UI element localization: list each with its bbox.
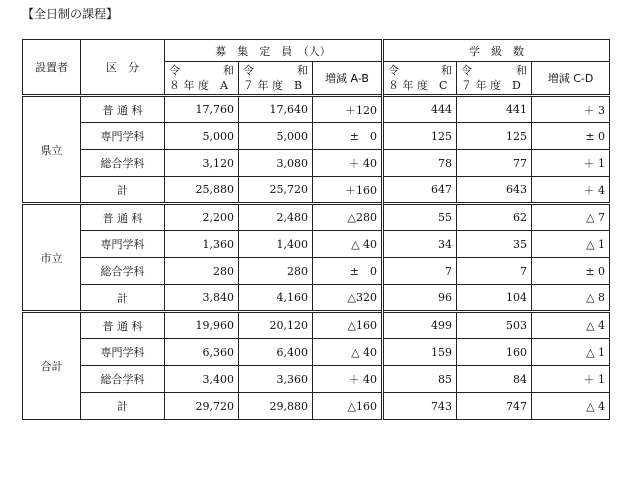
cell-c: 125 [383, 123, 457, 150]
cell-d: 7 [457, 258, 532, 285]
cell-cd: △ 8 [532, 285, 610, 312]
cell-cd: ＋ 4 [532, 177, 610, 204]
header-recruitment-capacity: 募 集 定 員 （人） [165, 40, 383, 62]
cell-a: 2,200 [165, 204, 239, 231]
cell-cd: △ 1 [532, 231, 610, 258]
group-name: 市立 [23, 204, 81, 312]
row-label: 専門学科 [81, 231, 165, 258]
cell-cd: △ 7 [532, 204, 610, 231]
table-row [23, 96, 610, 123]
cell-b: 1,400 [239, 231, 313, 258]
cell-b: 4,160 [239, 285, 313, 312]
cell-ab: ± 0 [313, 258, 383, 285]
table-caption: 【全日制の課程】 [22, 7, 119, 21]
row-label: 普 通 科 [81, 96, 165, 123]
cell-d: 104 [457, 285, 532, 312]
cell-c: 55 [383, 204, 457, 231]
cell-d: 35 [457, 231, 532, 258]
cell-b: 2,480 [239, 204, 313, 231]
cell-ab: ＋120 [313, 96, 383, 123]
cell-b: 3,080 [239, 150, 313, 177]
header-diff-cd: 増減 C-D [532, 62, 610, 96]
header-r7-b: 令 和 ７ 年 度 B [239, 62, 313, 96]
cell-c: 743 [383, 393, 457, 420]
cell-a: 25,880 [165, 177, 239, 204]
row-label: 普 通 科 [81, 204, 165, 231]
cell-c: 499 [383, 312, 457, 339]
cell-ab: ＋160 [313, 177, 383, 204]
cell-b: 280 [239, 258, 313, 285]
table-row-total [23, 285, 610, 312]
cell-b: 17,640 [239, 96, 313, 123]
table-row [23, 312, 610, 339]
cell-c: 159 [383, 339, 457, 366]
cell-ab: △ 40 [313, 339, 383, 366]
header-r8-c: 令 和 ８ 年 度 C [383, 62, 457, 96]
cell-cd: ± 0 [532, 123, 610, 150]
cell-c: 96 [383, 285, 457, 312]
cell-a: 5,000 [165, 123, 239, 150]
cell-c: 647 [383, 177, 457, 204]
cell-d: 77 [457, 150, 532, 177]
table-row [23, 150, 610, 177]
cell-d: 503 [457, 312, 532, 339]
cell-b: 29,880 [239, 393, 313, 420]
cell-a: 3,840 [165, 285, 239, 312]
group-name: 県立 [23, 96, 81, 204]
cell-cd: △ 4 [532, 312, 610, 339]
header-r7-d: 令 和 ７ 年 度 D [457, 62, 532, 96]
cell-d: 160 [457, 339, 532, 366]
header-diff-ab: 増減 A-B [313, 62, 383, 96]
header-r8-a: 令 和 ８ 年 度 A [165, 62, 239, 96]
header-establisher: 設置者 [23, 40, 81, 96]
row-label: 専門学科 [81, 123, 165, 150]
cell-a: 29,720 [165, 393, 239, 420]
cell-c: 34 [383, 231, 457, 258]
cell-c: 444 [383, 96, 457, 123]
group-name: 合計 [23, 312, 81, 420]
cell-ab: △ 40 [313, 231, 383, 258]
cell-cd: ＋ 1 [532, 366, 610, 393]
cell-a: 3,120 [165, 150, 239, 177]
cell-c: 85 [383, 366, 457, 393]
cell-d: 441 [457, 96, 532, 123]
cell-d: 84 [457, 366, 532, 393]
cell-a: 1,360 [165, 231, 239, 258]
cell-b: 6,400 [239, 339, 313, 366]
table-row [23, 258, 610, 285]
row-label: 計 [81, 285, 165, 312]
cell-b: 25,720 [239, 177, 313, 204]
cell-ab: △160 [313, 312, 383, 339]
cell-a: 17,760 [165, 96, 239, 123]
cell-a: 3,400 [165, 366, 239, 393]
table-row [23, 231, 610, 258]
cell-cd: ± 0 [532, 258, 610, 285]
cell-ab: ± 0 [313, 123, 383, 150]
table-row-total [23, 393, 610, 420]
row-label: 計 [81, 393, 165, 420]
row-label: 普 通 科 [81, 312, 165, 339]
row-label: 計 [81, 177, 165, 204]
cell-a: 19,960 [165, 312, 239, 339]
table-row-total [23, 177, 610, 204]
cell-a: 6,360 [165, 339, 239, 366]
cell-d: 643 [457, 177, 532, 204]
cell-cd: ＋ 3 [532, 96, 610, 123]
table-row [23, 204, 610, 231]
cell-a: 280 [165, 258, 239, 285]
cell-c: 78 [383, 150, 457, 177]
cell-ab: △160 [313, 393, 383, 420]
table-row [23, 123, 610, 150]
row-label: 総合学科 [81, 366, 165, 393]
cell-cd: △ 1 [532, 339, 610, 366]
row-label: 総合学科 [81, 150, 165, 177]
cell-d: 62 [457, 204, 532, 231]
cell-d: 125 [457, 123, 532, 150]
cell-ab: ＋ 40 [313, 366, 383, 393]
header-class-count: 学 級 数 [383, 40, 610, 62]
cell-cd: ＋ 1 [532, 150, 610, 177]
cell-b: 20,120 [239, 312, 313, 339]
cell-c: 7 [383, 258, 457, 285]
row-label: 専門学科 [81, 339, 165, 366]
cell-b: 5,000 [239, 123, 313, 150]
enrollment-table [22, 39, 610, 420]
cell-cd: △ 4 [532, 393, 610, 420]
table-row [23, 366, 610, 393]
row-label: 総合学科 [81, 258, 165, 285]
table-row [23, 339, 610, 366]
cell-b: 3,360 [239, 366, 313, 393]
header-category: 区 分 [81, 40, 165, 96]
cell-ab: ＋ 40 [313, 150, 383, 177]
cell-ab: △320 [313, 285, 383, 312]
cell-d: 747 [457, 393, 532, 420]
cell-ab: △280 [313, 204, 383, 231]
